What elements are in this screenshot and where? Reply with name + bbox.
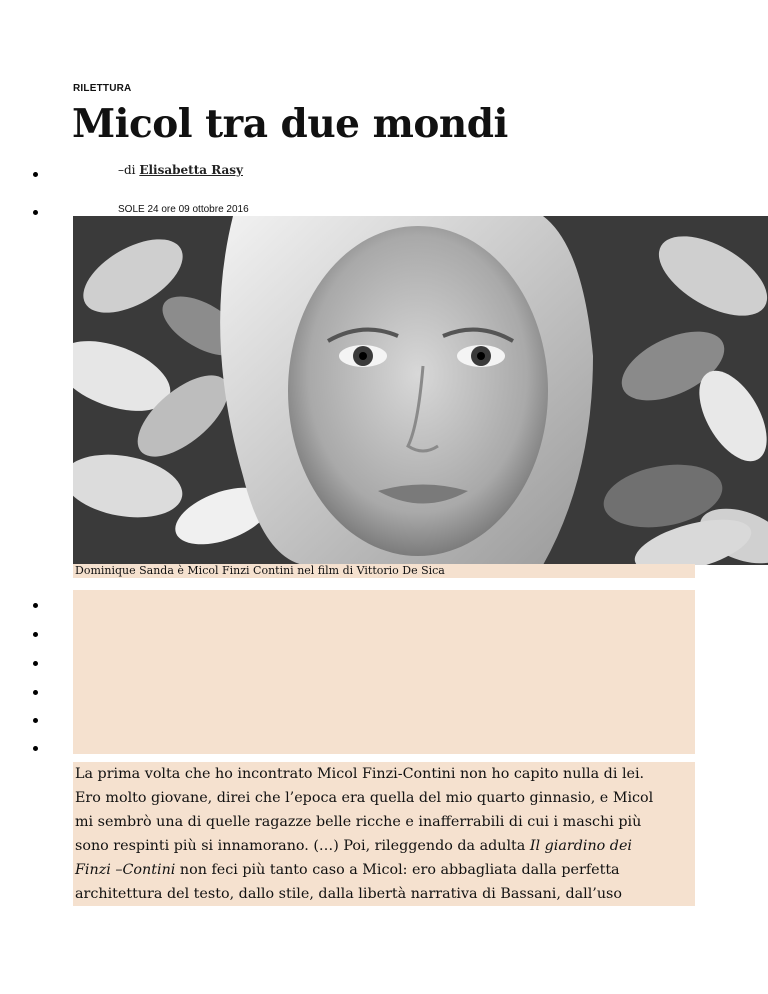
article-body: [73, 762, 695, 906]
byline: [118, 163, 243, 177]
author-link[interactable]: Elisabetta Rasy: [139, 163, 243, 177]
share-item[interactable]: [33, 603, 38, 608]
article-headline: Micol tra due mondi: [72, 101, 508, 147]
share-item[interactable]: [33, 690, 38, 695]
article-line: Ero molto giovane, direi che l’epoca era quella del mio quarto ginnasio, e Micol: [75, 790, 654, 806]
list-bullet: [33, 210, 38, 215]
photo-caption-text: Dominique Sanda è Micol Finzi Contini nel film di Vittorio De Sica: [75, 564, 445, 577]
book-title-cont: Finzi –Contini: [75, 862, 176, 878]
list-bullet: [33, 172, 38, 177]
share-item[interactable]: [33, 746, 38, 751]
article-line: [73, 858, 695, 882]
article-kicker: RILETTURA: [73, 83, 132, 94]
share-item[interactable]: [33, 661, 38, 666]
article-line: mi sembrò una di quelle ragazze belle ricche e inafferrabili di cui i maschi più: [75, 814, 642, 830]
photo-caption: [73, 564, 695, 578]
byline-prefix: –di: [118, 163, 140, 177]
article-line: La prima volta che ho incontrato Micol Finzi-Contini non ho capito nulla di lei.: [75, 766, 645, 782]
article-line-text: sono respinti più si innamorano. (…) Poi, rileggendo da adulta: [75, 838, 530, 854]
article-line: [73, 834, 695, 858]
article-line-text: non feci più tanto caso a Micol: ero abbagliata dalla perfetta: [175, 862, 620, 878]
book-title: Il giardino dei: [529, 838, 632, 854]
article-source-date: SOLE 24 ore 09 ottobre 2016: [118, 204, 249, 215]
article-photo: [73, 216, 768, 565]
article-line: architettura del testo, dallo stile, dalla libertà narrativa di Bassani, dall’uso: [75, 886, 622, 902]
share-toolbar: [73, 590, 695, 754]
share-item[interactable]: [33, 718, 38, 723]
share-item[interactable]: [33, 632, 38, 637]
